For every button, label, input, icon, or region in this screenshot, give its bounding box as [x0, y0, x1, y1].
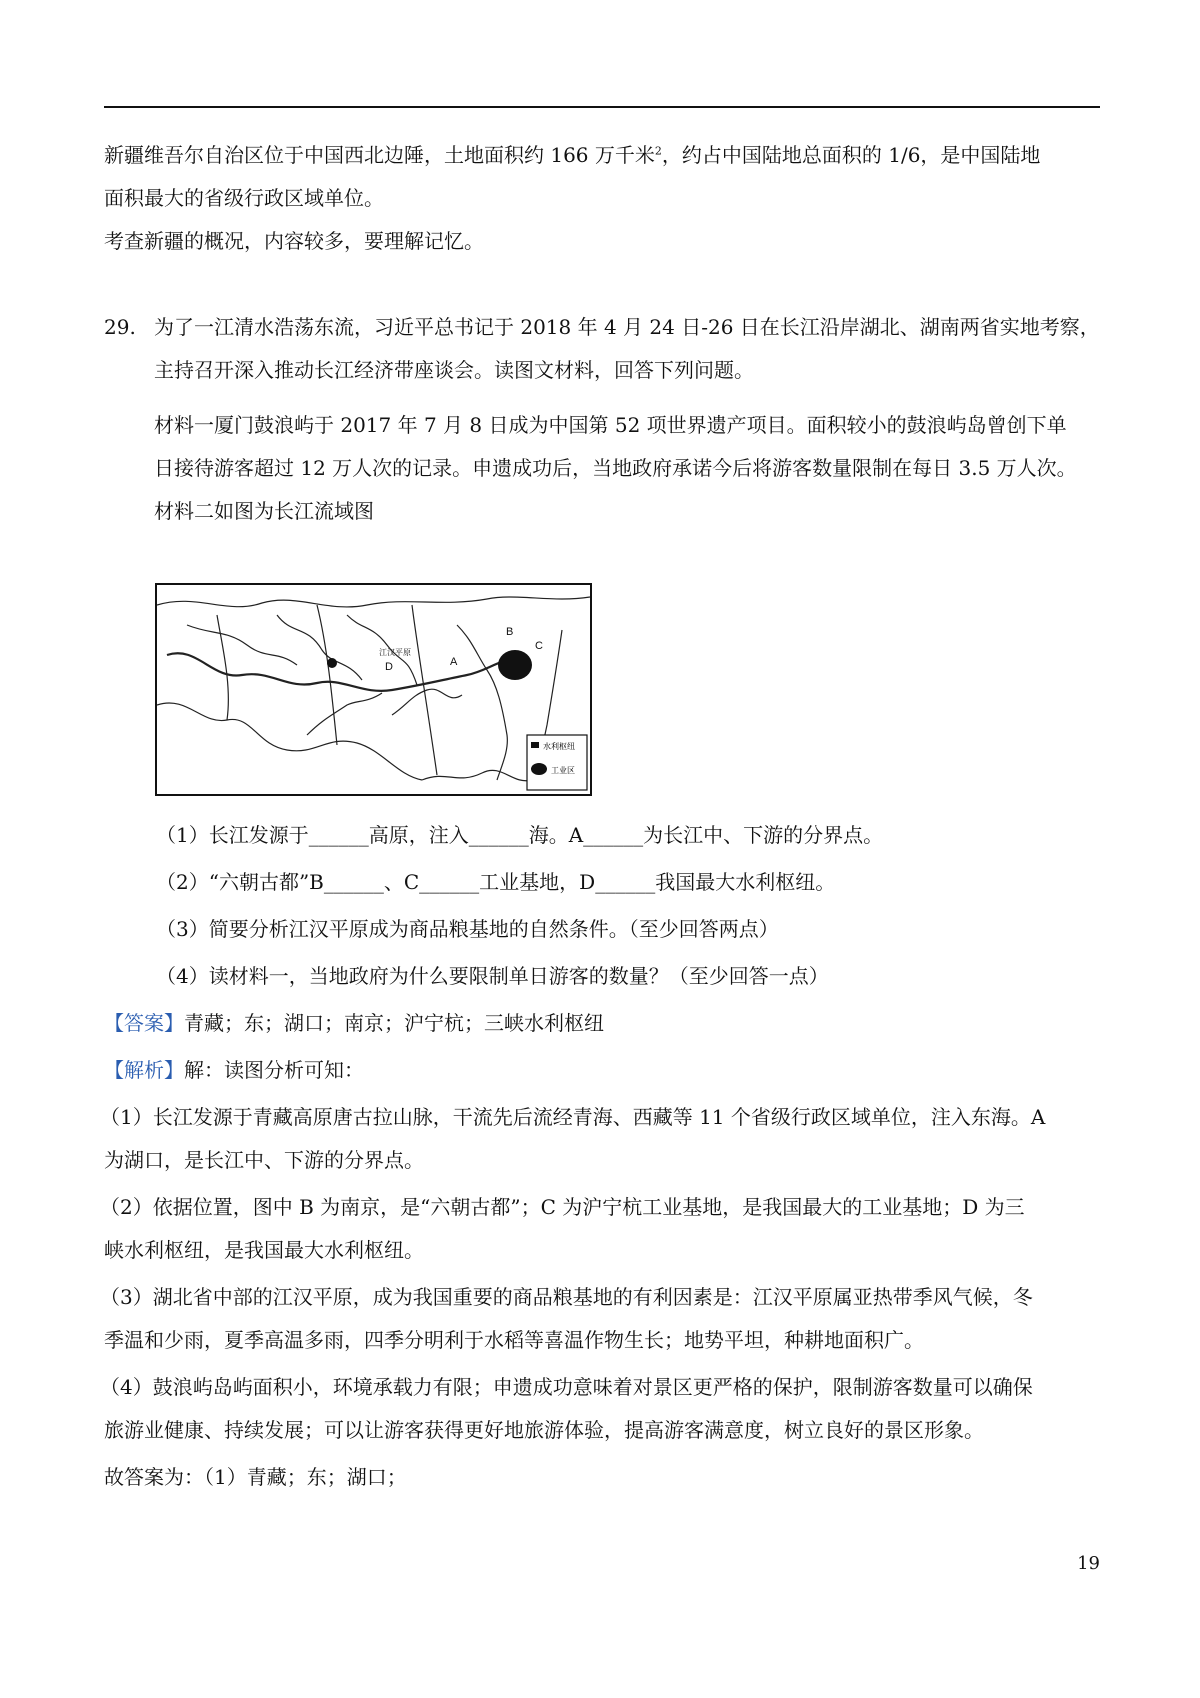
header-rule	[104, 106, 1100, 108]
material-1-line-2: 日接待游客超过 12 万人次的记录。申遗成功后，当地政府承诺今后将游客数量限制在每日 3.5 万人次。	[154, 456, 1077, 480]
intro-line-1	[104, 141, 1040, 169]
analysis-p1-line-2: 为湖口，是长江中、下游的分界点。	[104, 1148, 424, 1172]
answer-tag: 【答案】	[104, 1011, 184, 1035]
analysis-p4-line-2: 旅游业健康、持续发展；可以让游客获得更好地旅游体验，提高游客满意度，树立良好的景区形象。	[104, 1418, 984, 1442]
tributary-line	[277, 615, 362, 680]
answer-text: 青藏；东；湖口；南京；沪宁杭；三峡水利枢纽	[184, 1011, 604, 1035]
dam-legend-icon	[531, 742, 539, 748]
province-boundary	[217, 615, 228, 720]
analysis-p1-line-1: （1）长江发源于青藏高原唐古拉山脉，干流先后流经青海、西藏等 11 个省级行政区域单位，注入东海。A	[100, 1105, 1046, 1129]
subquestion-2: （2）“六朝古都”B______、C______工业基地，D______我国最大水利枢纽。	[156, 870, 836, 894]
map-label-plain: 江汉平原	[379, 648, 411, 657]
question-stem-2: 主持召开深入推动长江经济带座谈会。读图文材料，回答下列问题。	[154, 358, 754, 382]
map-label-c: C	[535, 640, 543, 652]
analysis-line	[104, 1056, 364, 1084]
analysis-lead: 解：读图分析可知：	[184, 1058, 364, 1082]
question-number: 29.	[104, 315, 136, 339]
superscript: 2	[654, 144, 662, 158]
analysis-p3-line-1: （3）湖北省中部的江汉平原，成为我国重要的商品粮基地的有利因素是：江汉平原属亚热带季风气候，冬	[100, 1285, 1033, 1309]
legend-industrial-label: 工业区	[551, 766, 575, 775]
yangtze-main-river	[167, 653, 522, 691]
industrial-zone-c	[498, 650, 532, 680]
subquestion-3: （3）简要分析江汉平原成为商品粮基地的自然条件。（至少回答两点）	[156, 917, 779, 941]
subquestion-4: （4）读材料一，当地政府为什么要限制单日游客的数量？（至少回答一点）	[156, 964, 829, 988]
answer-line	[104, 1009, 604, 1037]
map-legend	[527, 735, 587, 790]
analysis-p3-line-2: 季温和少雨，夏季高温多雨，四季分明利于水稻等喜温作物生长；地势平坦，种耕地面积广。	[104, 1328, 924, 1352]
province-boundary	[412, 605, 437, 775]
intro-line-3: 考查新疆的概况，内容较多，要理解记忆。	[104, 229, 484, 253]
final-answer-line: 故答案为：（1）青藏；东；湖口；	[104, 1465, 407, 1489]
intro-line-2: 面积最大的省级行政区域单位。	[104, 186, 384, 210]
question-stem-1: 为了一江清水浩荡东流，习近平总书记于 2018 年 4 月 24 日-26 日在长江沿岸湖北、湖南两省实地考察，	[154, 315, 1100, 339]
legend-dam-label: 水利枢纽	[543, 742, 575, 751]
province-boundary	[457, 625, 507, 780]
yangtze-basin-map	[155, 583, 592, 796]
map-boundary-south	[157, 703, 422, 780]
analysis-p2-line-2: 峡水利枢纽，是我国最大水利枢纽。	[104, 1238, 424, 1262]
intro-line-1-text-b: ，约占中国陆地总面积的 1/6，是中国陆地	[661, 143, 1041, 167]
dam-d-marker	[327, 658, 337, 668]
page-number: 19	[1077, 1553, 1100, 1574]
map-label-d: D	[385, 661, 393, 673]
map-drawing	[157, 585, 590, 794]
material-1-line-1: 材料一厦门鼓浪屿于 2017 年 7 月 8 日成为中国第 52 项世界遗产项目。面积较小的鼓浪屿岛曾创下单	[154, 413, 1067, 437]
map-boundary-north	[157, 597, 590, 607]
analysis-p4-line-1: （4）鼓浪屿岛屿面积小，环境承载力有限；申遗成功意味着对景区更严格的保护，限制游客数量可以确保	[100, 1375, 1033, 1399]
analysis-tag: 【解析】	[104, 1058, 184, 1082]
subquestion-1: （1）长江发源于______高原，注入______海。A______为长江中、下游的分界点。	[156, 823, 884, 847]
map-boundary-southeast	[422, 770, 532, 780]
material-2-caption: 材料二如图为长江流域图	[154, 499, 374, 523]
industrial-legend-icon	[531, 763, 547, 775]
intro-line-1-text: 新疆维吾尔自治区位于中国西北边陲，土地面积约 166 万千米	[104, 143, 655, 167]
map-label-a: A	[450, 656, 458, 668]
map-label-b: B	[506, 626, 514, 638]
analysis-p2-line-1: （2）依据位置，图中 B 为南京，是“六朝古都”；C 为沪宁杭工业基地，是我国最大的工业基地；D 为三	[100, 1195, 1025, 1219]
tributary-line	[307, 693, 382, 735]
tributary-line	[187, 625, 297, 665]
